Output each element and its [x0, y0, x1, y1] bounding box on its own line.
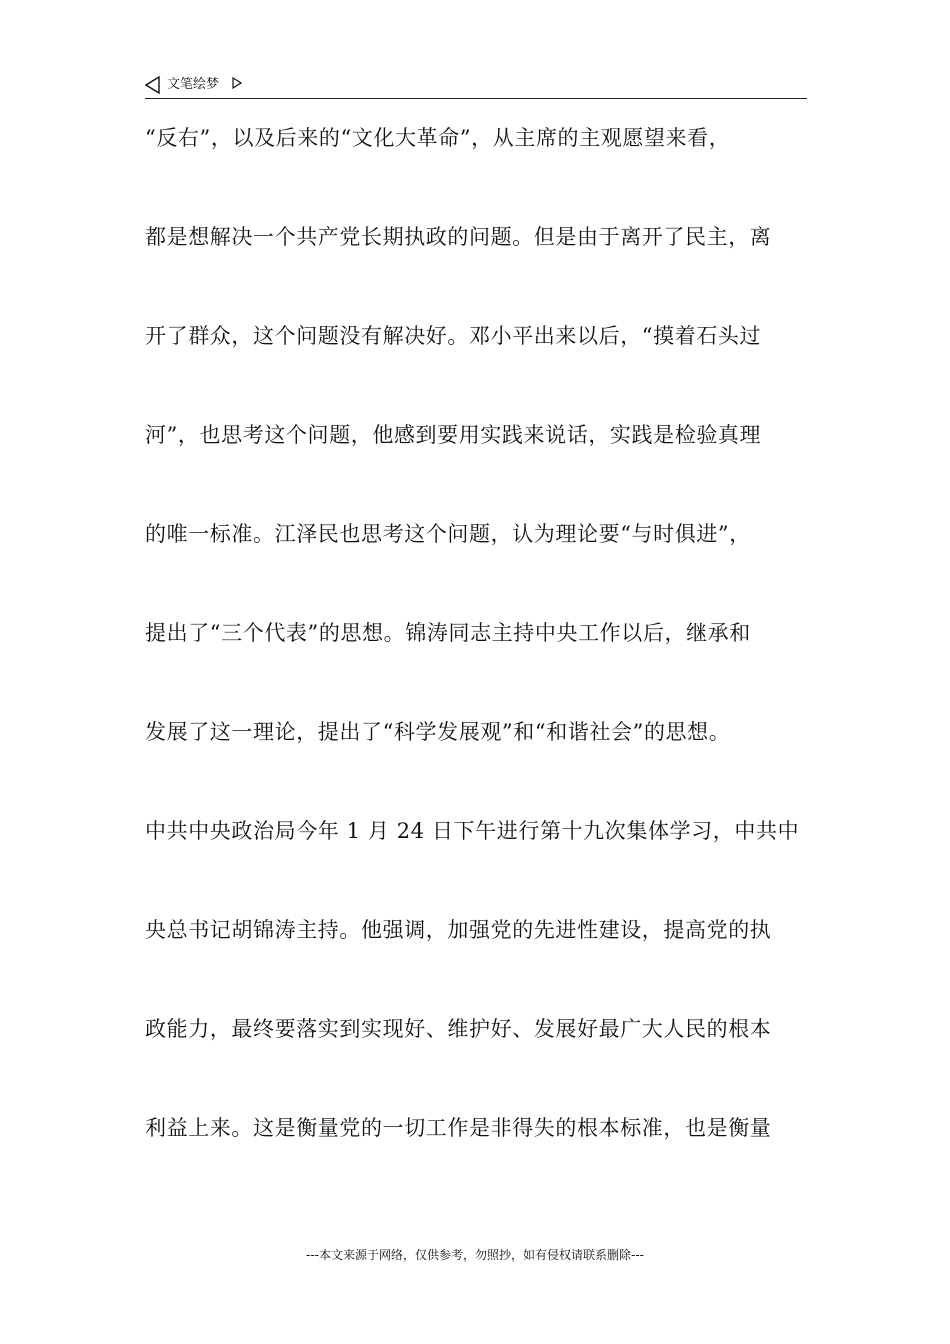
right-triangle-icon — [232, 77, 242, 89]
text-line: 利益上来。这是衡量党的一切工作是非得失的根本标准，也是衡量 — [145, 1116, 772, 1140]
text-line: 中共中央政治局今年 1 月 24 日下午进行第十九次集体学习，中共中 — [145, 819, 800, 843]
text-line: 提出了“三个代表”的思想。锦涛同志主持中央工作以后，继承和 — [145, 621, 751, 645]
document-body — [145, 118, 809, 1207]
text-line: 开了群众，这个问题没有解决好。邓小平出来以后，“摸着石头过 — [145, 324, 762, 348]
text-line: 的唯一标准。江泽民也思考这个问题，认为理论要“与时俱进”， — [145, 522, 751, 546]
text-line: 河”，也思考这个问题，他感到要用实践来说话，实践是检验真理 — [145, 423, 762, 447]
footer-notice: ---本文来源于网络，仅供参考，勿照抄，如有侵权请联系删除--- — [306, 1248, 644, 1262]
text-line: 都是想解决一个共产党长期执政的问题。但是由于离开了民主，离 — [145, 225, 772, 249]
page-header — [145, 74, 807, 99]
text-line: “反右”，以及后来的“文化大革命”，从主席的主观愿望来看， — [145, 126, 731, 150]
text-line: 发展了这一理论，提出了“科学发展观”和“和谐社会”的思想。 — [145, 720, 731, 744]
left-triangle-icon — [145, 76, 161, 94]
text-line: 政能力，最终要落实到实现好、维护好、发展好最广大人民的根本 — [145, 1017, 772, 1041]
header-brand: 文笔绘梦 — [167, 77, 220, 92]
text-line: 央总书记胡锦涛主持。他强调，加强党的先进性建设，提高党的执 — [145, 918, 772, 942]
